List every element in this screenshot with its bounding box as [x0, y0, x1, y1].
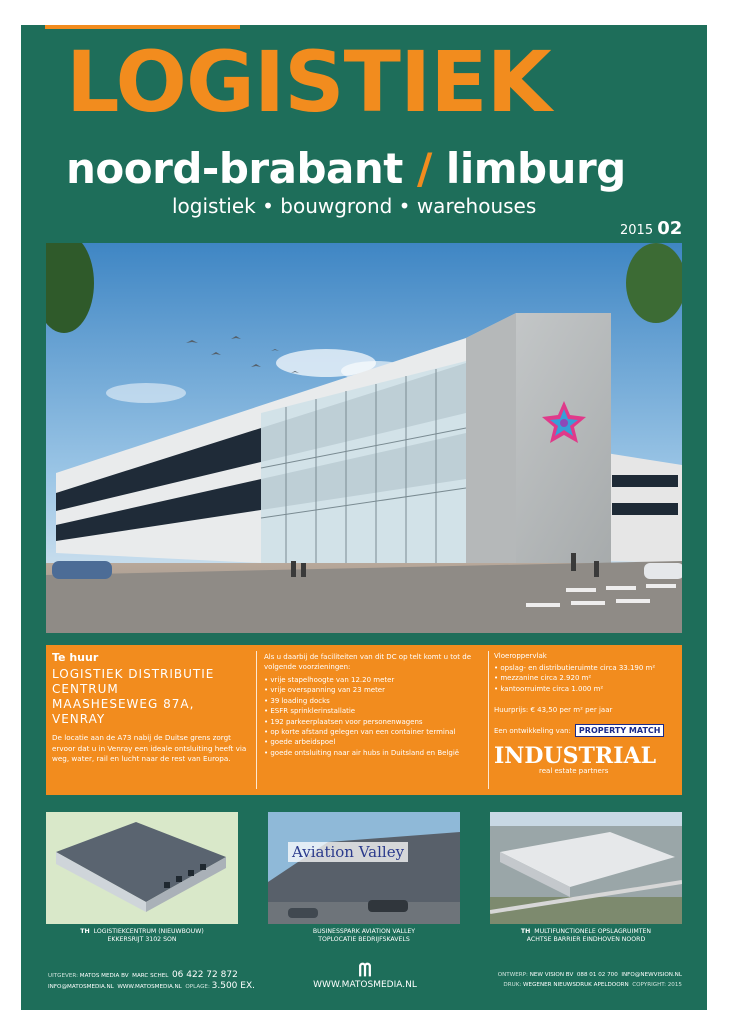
area-item: • opslag- en distributieruimte circa 33.190 m²: [494, 663, 678, 673]
web-link[interactable]: WWW.MATOSMEDIA.NL: [117, 984, 182, 990]
region-slash: /: [416, 144, 432, 193]
caption-line1: [490, 928, 682, 936]
vloeroppervlak-title: Vloeroppervlak: [494, 652, 547, 660]
ontwerp-phone: 088 01 02 700: [576, 972, 618, 978]
uitgever-label: UITGEVER:: [48, 973, 78, 979]
email-link[interactable]: INFO@MATOSMEDIA.NL: [48, 984, 114, 990]
footer-publisher: [48, 970, 255, 992]
aviation-valley-logo: Aviation Valley: [288, 842, 408, 862]
caption-son: [46, 928, 238, 944]
facility-item: • vrije stapelhoogte van 12.20 meter: [264, 675, 486, 685]
facility-item: • 192 parkeerplaatsen voor personenwagens: [264, 717, 486, 727]
uitgever: MATOS MEDIA BV: [79, 973, 129, 979]
listing-info-panel: [46, 645, 682, 795]
facility-item: • vrije overspanning van 23 meter: [264, 685, 486, 695]
thumbnail-son: [46, 812, 238, 924]
oplage: 3.500 EX.: [211, 981, 255, 991]
facility-item: • goede ontsluiting naar air hubs in Duitsland en België: [264, 748, 486, 758]
logo-url[interactable]: WWW.MATOSMEDIA.NL: [313, 980, 417, 990]
listing-name-line2: CENTRUM: [52, 682, 119, 696]
ontwerp: NEW VISION BV: [529, 972, 574, 978]
copyright: COPYRIGHT: 2015: [632, 982, 682, 988]
facilities-column: [264, 645, 486, 795]
issue-number: [620, 218, 682, 239]
caption-line1: [46, 928, 238, 936]
facilities-intro: Als u daarbij de faciliteiten van dit DC op telt komt u tot de volgende voorzieningen:: [264, 653, 472, 671]
caption-line2: EKKERSRIJT 3102 SON: [107, 936, 177, 943]
ontwerp-label: ONTWERP:: [497, 972, 528, 978]
masthead-tagline: logistiek • bouwgrond • warehouses: [172, 194, 537, 218]
facility-item: • op korte afstand gelegen van een container terminal: [264, 727, 486, 737]
listing-address: MAASHESEWEG 87A,: [52, 697, 195, 711]
druk-label: DRUK:: [503, 982, 522, 988]
region-right: limburg: [445, 144, 626, 193]
listing-intro-column: [52, 645, 252, 795]
issue-no: 02: [657, 218, 683, 239]
listing-description: De locatie aan de A73 nabij de Duitse grens zorgt ervoor dat u in Venray een ideale ontsluiting heeft via weg, water, rail en lucht naar de rest van Europa.: [52, 733, 247, 763]
industrial-logo: INDUSTRIAL: [494, 743, 657, 770]
te-huur-label: Te huur: [52, 651, 99, 664]
footer-line4: [496, 980, 682, 990]
listing-city: VENRAY: [52, 712, 106, 726]
column-divider: [256, 651, 257, 789]
caption-prefix: TH: [80, 928, 90, 935]
area-list: [494, 663, 678, 694]
facility-item: • 39 loading docks: [264, 696, 486, 706]
footer-design: [496, 970, 682, 990]
ontwikkeling-label: Een ontwikkeling van:: [494, 726, 571, 735]
facility-item: • ESFR sprinklerinstallatie: [264, 706, 486, 716]
caption-line1: BUSINESSPARK AVIATION VALLEY: [312, 928, 416, 935]
area-item: • kantoorruimte circa 1.000 m²: [494, 684, 678, 694]
hero-image: [46, 243, 682, 633]
caption-eindhoven: [490, 928, 682, 944]
issue-year: 2015: [620, 223, 654, 238]
caption-line2: ACHTSE BARRIER EINDHOVEN NOORD: [526, 936, 646, 943]
area-column: [494, 645, 678, 795]
listing-name: [52, 667, 252, 727]
masthead-region: [66, 144, 626, 193]
property-match-logo: PROPERTY MATCH: [575, 724, 665, 737]
industrial-subtitle: real estate partners: [539, 767, 609, 776]
phone: 06 422 72 872: [171, 970, 238, 980]
footer-line1: [48, 970, 255, 981]
developer-line: [494, 724, 678, 737]
top-accent-rule: [45, 25, 240, 29]
matosmedia-logo: [310, 962, 420, 990]
contact-name: MARC SCHEL: [132, 973, 169, 979]
caption-line2: TOPLOCATIE BEDRIJFSKAVELS: [318, 936, 410, 943]
caption-prefix: TH: [520, 928, 531, 935]
thumbnail-aviation: [268, 812, 460, 924]
huurprijs: Huurprijs: € 43,50 per m² per jaar: [494, 706, 613, 715]
listing-name-line1: LOGISTIEK DISTRIBUTIE: [52, 667, 215, 681]
ontwerp-email[interactable]: INFO@NEWVISION.NL: [621, 972, 682, 978]
footer-line2: [48, 981, 255, 992]
thumbnail-eindhoven: [490, 812, 682, 924]
masthead-title: LOGISTIEK: [66, 33, 551, 131]
facilities-list: [264, 675, 486, 758]
column-divider: [488, 651, 489, 789]
region-left: noord-brabant: [66, 144, 403, 193]
footer-line3: [496, 970, 682, 980]
caption-title: MULTIFUNCTIONELE OPSLAGRUIMTEN: [534, 928, 652, 935]
area-item: • mezzanine circa 2.920 m²: [494, 673, 678, 683]
druk: WEGENER NIEUWSDRUK APELDOORN: [523, 982, 629, 988]
caption-aviation: [268, 928, 460, 944]
mm-icon: ᗰ: [358, 960, 372, 981]
oplage-label: OPLAGE:: [185, 984, 210, 990]
caption-title: LOGISTIEKCENTRUM (NIEUWBOUW): [93, 928, 204, 935]
facility-item: • goede arbeidspoel: [264, 737, 486, 747]
